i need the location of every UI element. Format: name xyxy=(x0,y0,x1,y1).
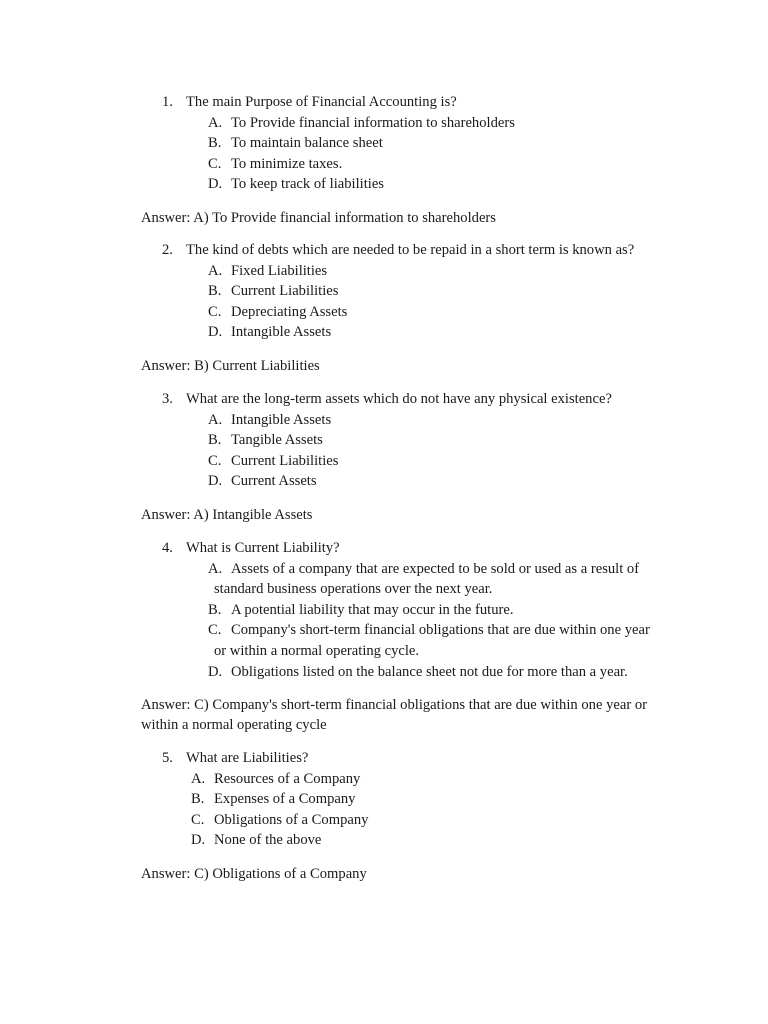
option-text: To Provide financial information to shareholders xyxy=(231,114,515,131)
option-letter: A. xyxy=(208,560,223,577)
option-text: Obligations listed on the balance sheet not due for more than a year. xyxy=(231,663,628,680)
option-text: Fixed Liabilities xyxy=(231,262,328,279)
option-text: Obligations of a Company xyxy=(214,811,369,828)
option-text: standard business operations over the next year. xyxy=(214,581,493,598)
answer-text: Answer: C) Obligations of a Company xyxy=(141,865,367,882)
question-text: The main Purpose of Financial Accounting is? xyxy=(186,94,457,110)
option-letter: D. xyxy=(208,176,223,193)
option-letter: D. xyxy=(191,832,206,849)
option-text: Company's short-term financial obligations that are due within one year xyxy=(231,622,650,639)
answer-text: within a normal operating cycle xyxy=(141,717,327,734)
option-letter: A. xyxy=(208,411,223,428)
answer-text: Answer: A) To Provide financial information to shareholders xyxy=(141,209,496,226)
question-text: What are the long-term assets which do not have any physical existence? xyxy=(186,391,612,407)
answer-text: Answer: B) Current Liabilities xyxy=(141,357,320,374)
question-number: 3. xyxy=(162,391,173,407)
option-letter: C. xyxy=(208,303,222,320)
option-letter: B. xyxy=(208,432,222,449)
question-text: What is Current Liability? xyxy=(186,540,340,556)
option-letter: B. xyxy=(191,791,205,808)
option-letter: A. xyxy=(208,114,223,131)
option-text: Current Liabilities xyxy=(231,283,339,300)
option-text: Current Assets xyxy=(231,473,317,490)
option-letter: B. xyxy=(208,601,222,618)
question-text: The kind of debts which are needed to be repaid in a short term is known as? xyxy=(186,242,635,258)
option-letter: D. xyxy=(208,473,223,490)
option-letter: A. xyxy=(208,262,223,279)
question-number: 2. xyxy=(162,242,173,258)
option-text: Intangible Assets xyxy=(231,324,332,341)
option-letter: C. xyxy=(208,452,222,469)
option-letter: D. xyxy=(208,324,223,341)
option-letter: A. xyxy=(191,770,206,787)
option-text: or within a normal operating cycle. xyxy=(214,643,420,659)
option-letter: C. xyxy=(208,155,222,172)
option-text: To maintain balance sheet xyxy=(231,135,383,152)
question-number: 1. xyxy=(162,94,173,110)
option-text: None of the above xyxy=(214,832,322,849)
option-text: Tangible Assets xyxy=(231,432,323,449)
option-text: To keep track of liabilities xyxy=(231,176,384,193)
question-number: 4. xyxy=(162,540,173,556)
option-text: Resources of a Company xyxy=(214,770,361,787)
option-text: To minimize taxes. xyxy=(231,155,343,172)
question-number: 5. xyxy=(162,750,173,766)
option-letter: B. xyxy=(208,283,222,300)
option-text: A potential liability that may occur in the future. xyxy=(231,601,514,618)
option-letter: C. xyxy=(191,811,205,828)
option-letter: D. xyxy=(208,663,223,680)
option-letter: C. xyxy=(208,622,222,639)
option-text: Assets of a company that are expected to be sold or used as a result of xyxy=(231,560,640,577)
option-text: Depreciating Assets xyxy=(231,303,348,320)
option-text: Expenses of a Company xyxy=(214,791,356,808)
answer-text: Answer: C) Company's short-term financial obligations that are due within one year or xyxy=(141,696,647,713)
question-text: What are Liabilities? xyxy=(186,750,309,766)
option-letter: B. xyxy=(208,135,222,152)
option-text: Current Liabilities xyxy=(231,452,339,469)
option-text: Intangible Assets xyxy=(231,411,332,428)
answer-text: Answer: A) Intangible Assets xyxy=(141,506,313,523)
